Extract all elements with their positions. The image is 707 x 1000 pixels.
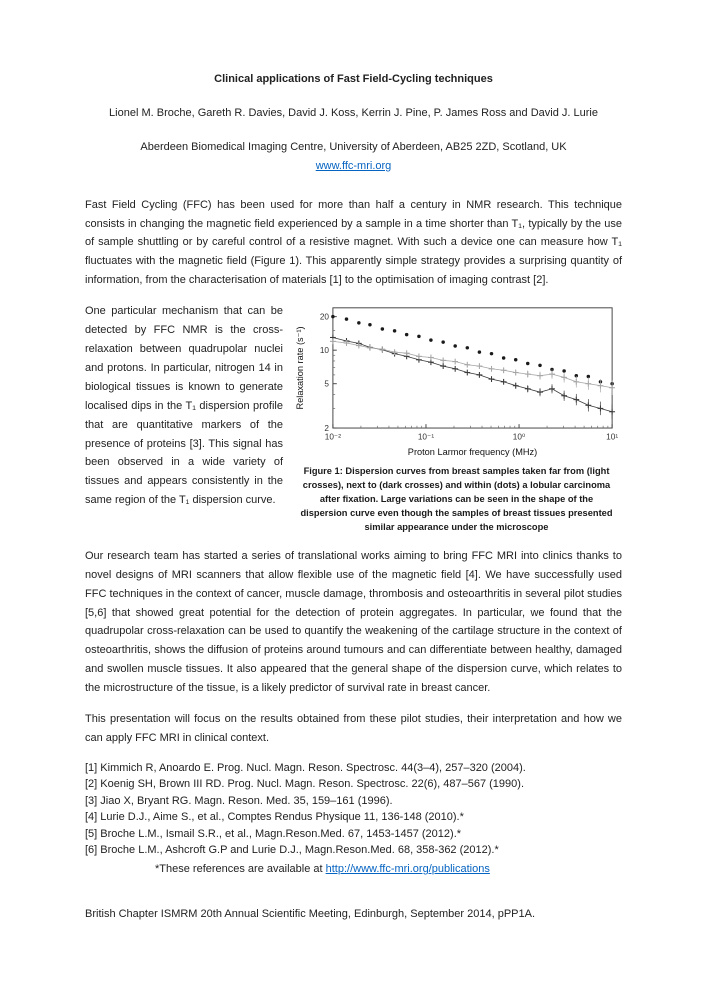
affiliation-line: Aberdeen Biomedical Imaging Centre, University of Aberdeen, AB25 2ZD, Scotland, UK: [140, 140, 567, 153]
page-title: Clinical applications of Fast Field-Cycling techniques: [214, 73, 493, 85]
svg-text:10: 10: [319, 346, 329, 356]
paragraph-cross-relaxation: One particular mechanism that can be detected by FFC NMR is the cross-relaxation between quadrupolar nuclei and protons. In particular, nitrogen 14 in biological tissues is known to generate localised dips in the T₁ dispersion profile that are quantitative markers of the presence of proteins [3]. This signal has been observed in a wide variety of tissues and appears consistently in the same region of the T₁ dispersion curve.: [85, 305, 283, 507]
svg-text:5: 5: [323, 379, 329, 389]
footer-line: British Chapter ISMRM 20th Annual Scientific Meeting, Edinburgh, September 2014, pPP1A.: [85, 908, 536, 921]
reference-item: [2] Koenig SH, Brown III RD. Prog. Nucl. Magn. Reson. Spectrosc. 22(6), 487–567 (1990).: [85, 778, 524, 791]
reference-item: [3] Jiao X, Bryant RG. Magn. Reson. Med. 35, 159–161 (1996).: [85, 794, 393, 807]
text-and-figure-row: [85, 302, 622, 535]
paragraph-presentation: This presentation will focus on the results obtained from these pilot studies, their interpretation and how we can apply FFC MRI in clinical context.: [85, 713, 622, 744]
authors-line: Lionel M. Broche, Gareth R. Davies, David J. Koss, Kerrin J. Pine, P. James Ross and David J. Lurie: [109, 106, 598, 119]
svg-text:2: 2: [323, 424, 329, 434]
svg-text:10⁻¹: 10⁻¹: [417, 432, 434, 442]
website-row: [85, 157, 622, 176]
references-note: [155, 861, 622, 878]
reference-item: [4] Lurie D.J., Aime S., et al., Comptes Rendus Physique 11, 136-148 (2010).*: [85, 811, 464, 824]
figure-xlabel: Proton Larmor frequency (MHz): [407, 447, 537, 458]
figure-plot: [292, 302, 622, 461]
svg-text:10⁰: 10⁰: [512, 432, 525, 442]
figure-1-block: [291, 302, 622, 535]
paragraph-translational: Our research team has started a series of translational works aiming to bring FFC MRI into clinics thanks to novel designs of MRI scanners that allow flexible use of the magnetic field [4]. We have successfully used FFC techniques in the context of cancer, muscle damage, thrombosis and osteoarthritis in several pilot studies [5,6] that showed great potential for the detection of protein aggregates. In particular, we found that the quadrupolar cross-relaxation can be used to quantify the weakening of the cartilage structure in the context of osteoarthritis, shows the diffusion of proteins around tumours and can differentiate between healthy, damaged and swollen muscle tissues. It also appeared that the general shape of the dispersion curve, which relates to the microstructure of the tissue, is a likely predictor of survival rate in breast cancer.: [85, 549, 622, 695]
references-note-text: *These references are available at: [155, 862, 326, 875]
publications-link[interactable]: http://www.ffc-mri.org/publications: [325, 862, 490, 875]
reference-item: [6] Broche L.M., Ashcroft G.P and Lurie D.J., Magn.Reson.Med. 68, 358-362 (2012).*: [85, 844, 499, 857]
svg-text:10¹: 10¹: [605, 432, 618, 442]
figure-ylabel: Relaxation rate (s⁻¹): [294, 326, 305, 410]
svg-text:20: 20: [319, 312, 329, 322]
paragraph-intro: Fast Field Cycling (FFC) has been used for more than half a century in NMR research. This technique consists in changing the magnetic field experienced by a sample in a time shorter than T₁, typically by the use of sample shuttling or by careful control of a resistive magnet. With such a device one can measure how T₁ fluctuates with the magnetic field (Figure 1). This apparently simple strategy provides a surprising quantity of information, from the characterisation of materials [1] to the optimisation of imaging contrast [2].: [85, 198, 622, 287]
svg-text:10⁻²: 10⁻²: [324, 432, 341, 442]
reference-item: [1] Kimmich R, Anoardo E. Prog. Nucl. Magn. Reson. Spectrosc. 44(3–4), 257–320 (2004).: [85, 761, 526, 774]
website-link[interactable]: www.ffc-mri.org: [315, 159, 392, 172]
reference-item: [5] Broche L.M., Ismail S.R., et al., Magn.Reson.Med. 67, 1453-1457 (2012).*: [85, 827, 462, 840]
figure-caption: Figure 1: Dispersion curves from breast samples taken far from (light crosses), next to (dark crosses) and within (dots) a lobular carcinoma after fixation. Large variations can be seen in the shape of the dispersion curve even though the samples of breast tissues presented similar appearance under the microscope: [300, 466, 613, 532]
references-list: [85, 760, 622, 859]
